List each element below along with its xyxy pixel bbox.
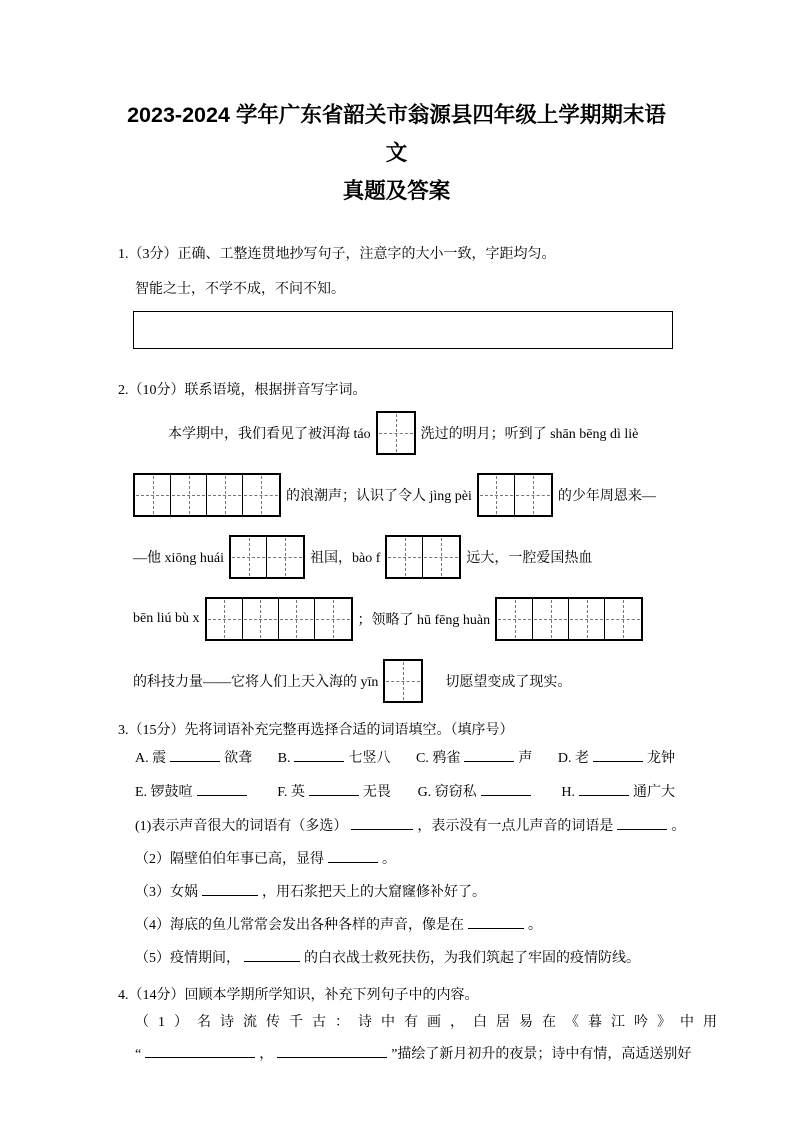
q3-sub-question-4	[135, 909, 675, 942]
option-e-pre: E. 锣鼓喧	[135, 785, 193, 800]
q2-text: 切愿望变成了现实。	[445, 675, 572, 690]
q3-stem: 3.（15分）先将词语补充完整再选择合适的词语填空。（填序号）	[118, 723, 514, 738]
writing-cell	[207, 475, 243, 515]
q3-sub4-text-end: 。	[528, 918, 542, 933]
writing-cell	[479, 475, 515, 515]
q3-sub1-text-mid: ，表示没有一点儿声音的词语是	[417, 819, 614, 834]
q4-line-1: （1）名诗流传千古：诗中有画，白居易在《暮江吟》中用	[135, 1015, 726, 1030]
writing-cell	[243, 599, 279, 639]
writing-cell	[171, 475, 207, 515]
q3-sub2-text: （2）隔壁伯伯年事已高，显得	[135, 852, 324, 867]
q2-line-5	[133, 650, 675, 712]
q3-sub5-text: （5）疫情期间，	[135, 951, 240, 966]
option-h	[561, 776, 675, 810]
q1-answer-box[interactable]	[133, 311, 673, 349]
option-g-blank[interactable]	[481, 781, 531, 796]
q4-line-2	[135, 1039, 692, 1071]
q2-text: 的科技力量——它将人们上天入海的 yīn	[133, 675, 379, 690]
q2-text: 远大，一腔爱国热血	[466, 551, 593, 566]
q3-sub2-blank[interactable]	[328, 848, 378, 863]
option-c	[416, 742, 532, 776]
q4-stem: 4.（14分）回顾本学期所学知识，补充下列句子中的内容。	[118, 988, 479, 1003]
option-h-blank[interactable]	[579, 781, 629, 796]
q3-sub-question-5	[135, 942, 675, 975]
writing-cell	[207, 599, 243, 639]
q2-text: 本学期中，我们看见了被洱海 táo	[168, 427, 371, 442]
option-b	[278, 742, 391, 776]
writing-box-5[interactable]	[385, 535, 461, 579]
option-b-blank[interactable]	[294, 747, 344, 762]
option-f-blank[interactable]	[309, 781, 359, 796]
q3-sub4-blank[interactable]	[468, 914, 524, 929]
option-c-blank[interactable]	[464, 747, 514, 762]
writing-box-4[interactable]	[229, 535, 305, 579]
q2-text: 的浪潮声；认识了令人 jìng pèi	[286, 489, 472, 504]
option-f	[277, 776, 391, 810]
option-d	[558, 742, 675, 776]
q3-sub3-blank[interactable]	[202, 881, 258, 896]
q3-sub-question-1	[135, 810, 686, 843]
writing-cell	[605, 599, 641, 639]
question-3	[118, 720, 686, 975]
option-f-post: 无畏	[362, 785, 391, 800]
question-2	[118, 380, 675, 712]
q2-line-4	[133, 588, 675, 650]
q3-options-row2	[135, 776, 675, 810]
writing-cell	[423, 537, 459, 577]
q2-text: 祖国，bào f	[310, 551, 381, 566]
q2-line-3	[133, 526, 675, 588]
page-title	[118, 96, 675, 210]
option-h-post: 通广大	[633, 785, 675, 800]
writing-cell	[569, 599, 605, 639]
option-a	[135, 742, 252, 776]
q4-comma: ，	[259, 1047, 274, 1062]
writing-cell	[497, 599, 533, 639]
option-h-pre: H.	[561, 785, 575, 800]
writing-cell	[533, 599, 569, 639]
option-g	[418, 776, 535, 810]
writing-cell	[315, 599, 351, 639]
option-e-blank[interactable]	[197, 781, 247, 796]
option-a-blank[interactable]	[170, 747, 220, 762]
option-d-post: 龙钟	[646, 751, 675, 766]
question-4	[118, 985, 726, 1071]
q2-stem: 2.（10分）联系语境，根据拼音写字词。	[118, 383, 367, 398]
q2-text: bēn liú bù x	[133, 611, 200, 626]
q3-sub2-text-end: 。	[382, 852, 396, 867]
q3-sub3-text: （3）女娲	[135, 885, 198, 900]
option-b-pre: B.	[277, 751, 291, 766]
writing-cell	[385, 661, 421, 701]
writing-box-1[interactable]	[376, 411, 416, 455]
option-d-blank[interactable]	[593, 747, 643, 762]
question-1	[118, 244, 675, 349]
q3-sub-question-2	[135, 843, 675, 876]
writing-box-6[interactable]	[205, 597, 353, 641]
q3-sub1-blank-2[interactable]	[617, 815, 667, 830]
q1-copy-sentence: 智能之士，不学不成，不问不知。	[135, 282, 345, 297]
q2-text: ；领略了 hū fēng huàn	[357, 613, 491, 628]
writing-cell	[243, 475, 279, 515]
q3-sub1-text-end: 。	[671, 819, 686, 834]
option-c-pre: C. 鸦雀	[416, 751, 461, 766]
option-a-pre: A. 震	[135, 751, 167, 766]
writing-cell	[135, 475, 171, 515]
writing-box-7[interactable]	[495, 597, 643, 641]
q2-text: —他 xiōng huái	[133, 551, 224, 566]
writing-cell	[279, 599, 315, 639]
option-b-post: 七竖八	[348, 751, 391, 766]
option-a-post: 欲聋	[224, 751, 253, 766]
option-d-pre: D. 老	[557, 751, 589, 766]
option-f-pre: F. 英	[277, 785, 305, 800]
q3-sub4-text: （4）海底的鱼儿常常会发出各种各样的声音，像是在	[135, 918, 464, 933]
q3-sub3-text-end: ，用石浆把天上的大窟窿修补好了。	[262, 885, 486, 900]
option-c-post: 声	[518, 751, 533, 766]
writing-cell	[515, 475, 551, 515]
q1-stem: 1.（3分）正确、工整连贯地抄写句子，注意字的大小一致，字距均匀。	[118, 247, 556, 262]
q3-options-row1	[135, 742, 675, 776]
page-title-line1: 2023-2024 学年广东省韶关市翁源县四年级上学期期末语文	[127, 103, 666, 165]
option-e	[135, 776, 251, 810]
writing-box-2[interactable]	[133, 473, 281, 517]
page-title-line2: 真题及答案	[342, 179, 451, 203]
writing-cell	[378, 413, 414, 453]
q3-sub5-text-end: 的白衣战士救死扶伤，为我们筑起了牢固的疫情防线。	[304, 951, 640, 966]
q3-sub-question-3	[135, 876, 675, 909]
writing-cell	[387, 537, 423, 577]
writing-box-3[interactable]	[477, 473, 553, 517]
q4-verse-blank-2[interactable]	[277, 1043, 387, 1058]
q3-sub1-text: (1)表示声音很大的词语有（多选）	[135, 819, 348, 834]
q4-open-quote: “	[135, 1047, 142, 1062]
option-g-pre: G. 窃窃私	[417, 785, 477, 800]
q2-line-1	[168, 402, 675, 464]
q2-text: 洗过的明月；听到了 shān bēng dì liè	[420, 427, 639, 442]
writing-cell	[231, 537, 267, 577]
q2-line-2	[133, 464, 675, 526]
q4-line2-text: ”描绘了新月初升的夜景；诗中有情，高适送别好	[391, 1047, 692, 1062]
q2-text: 的少年周恩来—	[557, 489, 656, 504]
q3-sub1-blank-1[interactable]	[351, 815, 413, 830]
q4-verse-blank-1[interactable]	[145, 1043, 255, 1058]
writing-cell	[267, 537, 303, 577]
writing-box-8[interactable]	[383, 659, 423, 703]
q3-sub5-blank[interactable]	[244, 947, 300, 962]
